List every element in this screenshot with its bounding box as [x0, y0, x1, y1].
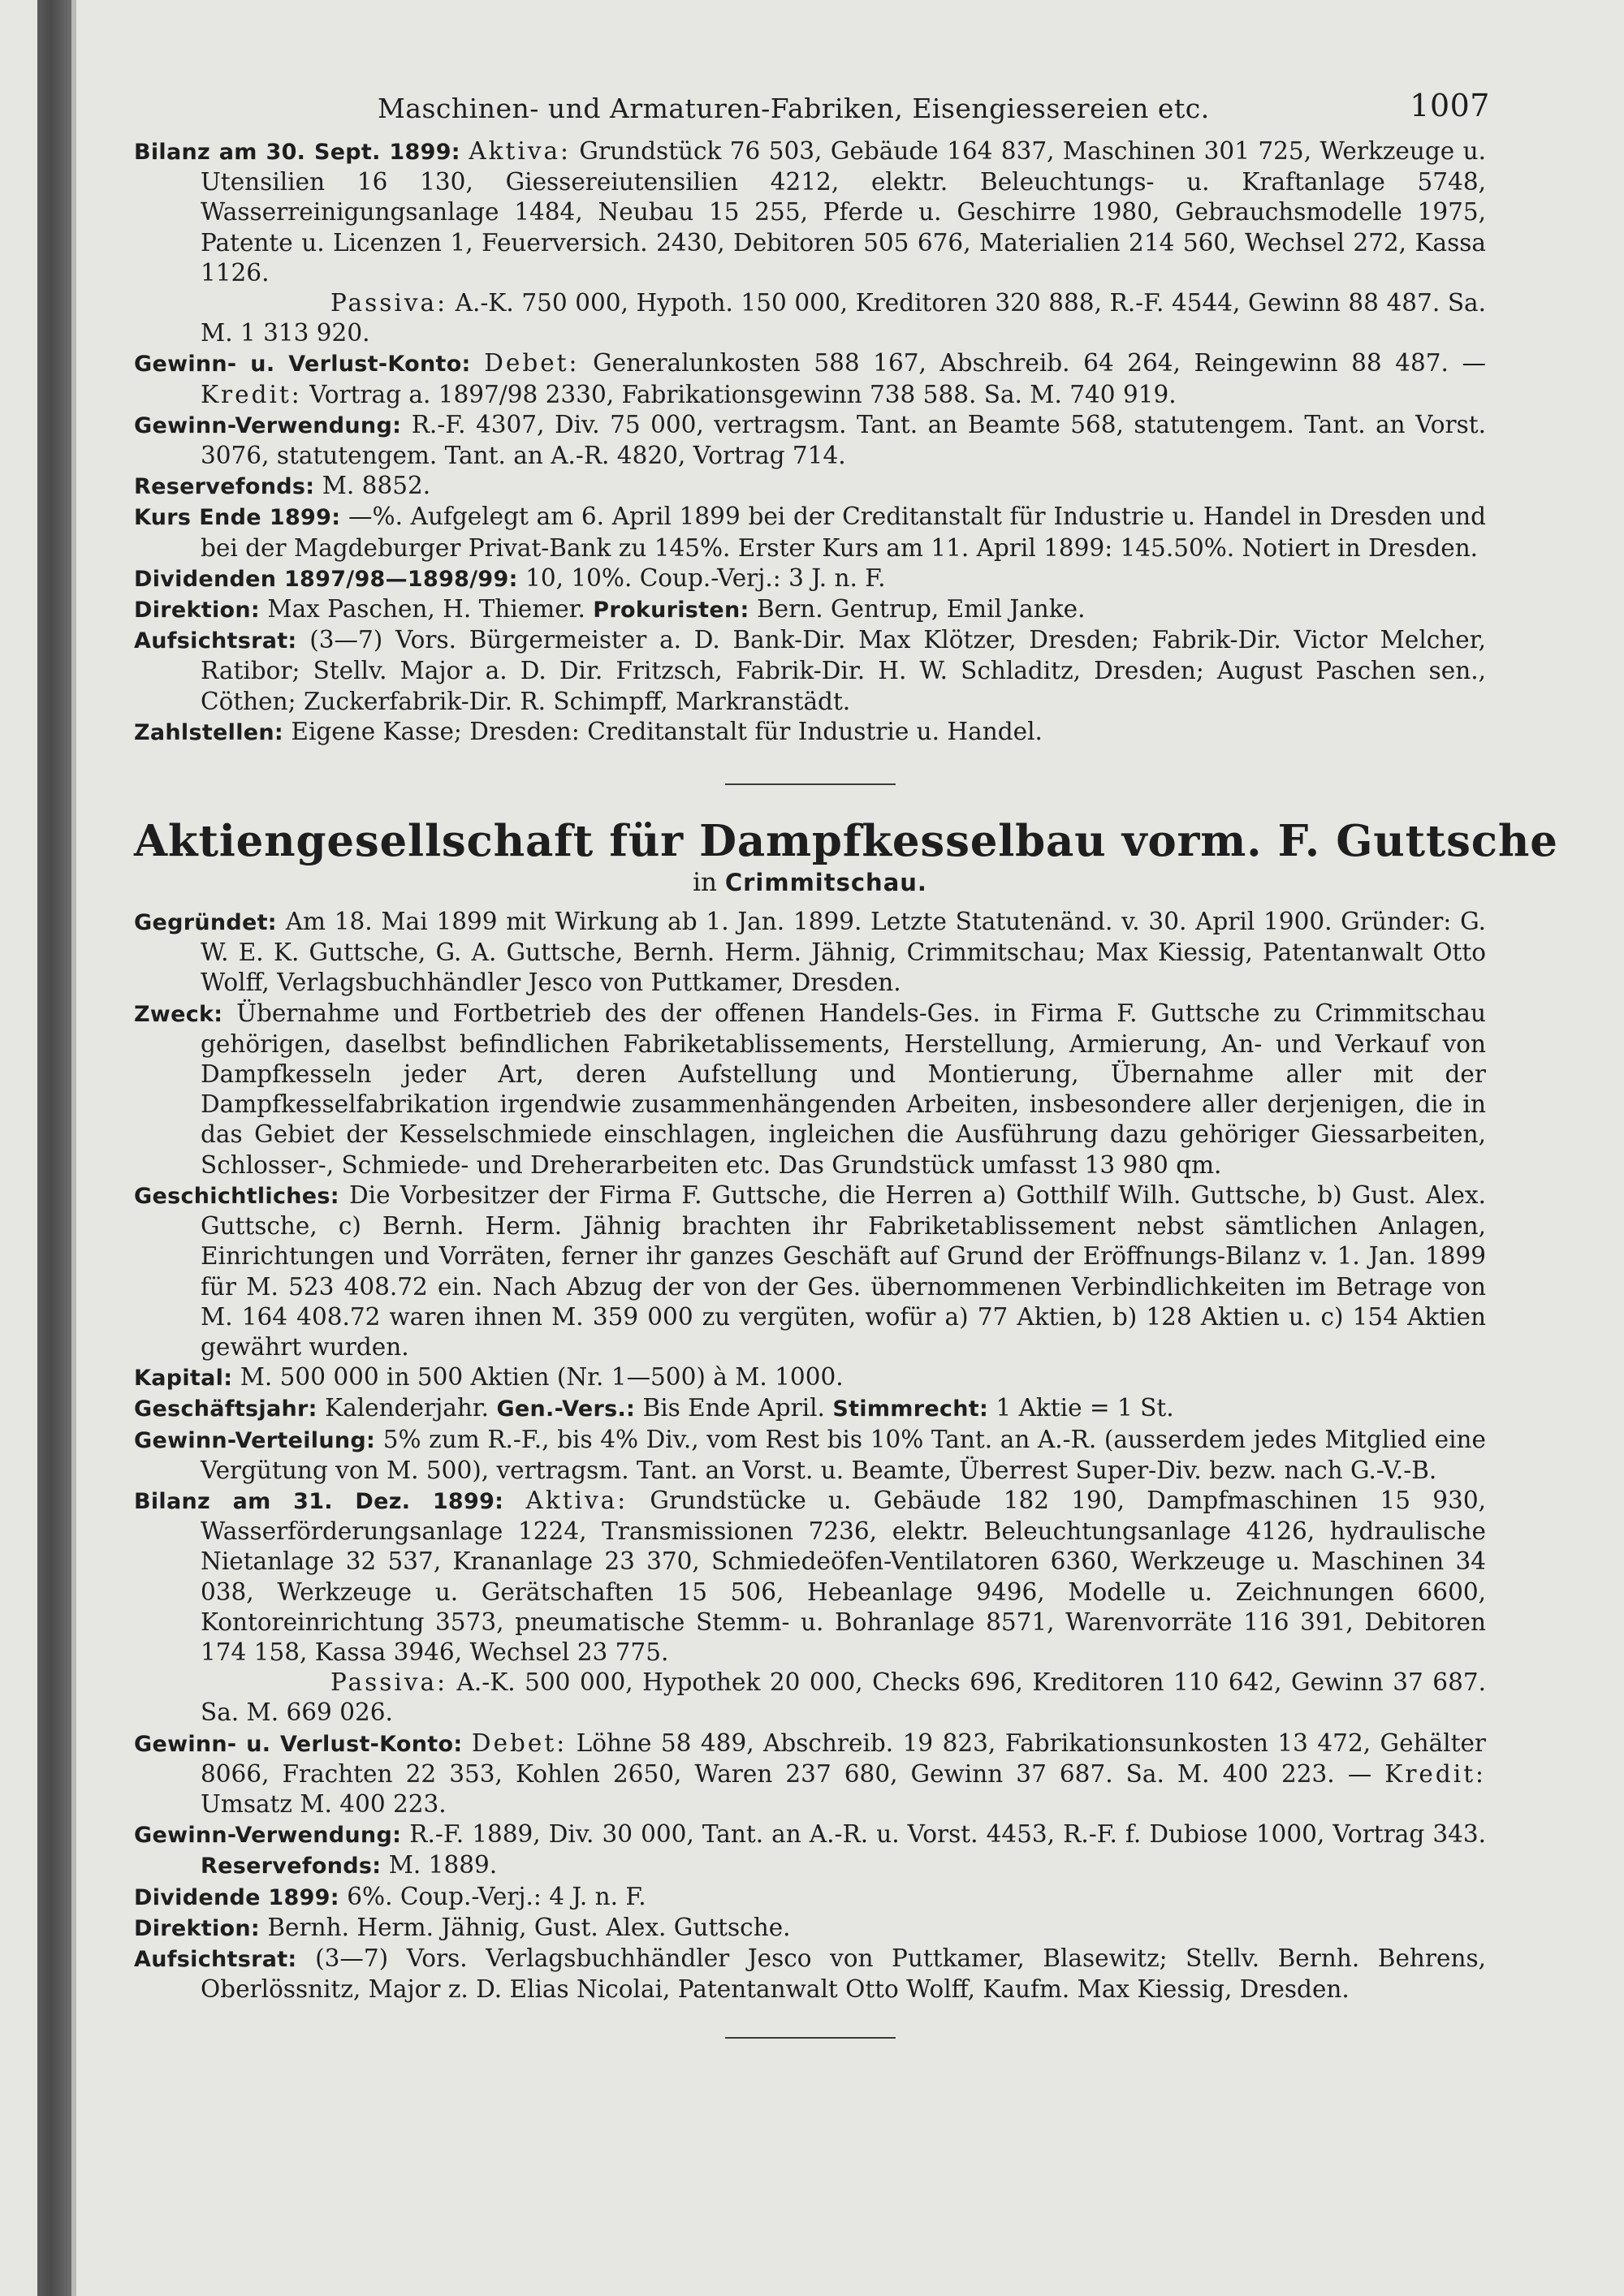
aktiva-text: Grundstück 76 503, Gebäude 164 837, Maschinen 301 725, Werkzeuge u. Utensilien 16 130, Giessereiutensilien 4212, elektr. Beleuchtungs- u. Kraftanlage 5748, Wasserreinigungsanlage 1484, Neubau 15 255, Pferde u. Geschirre 1980, Gebrauchsmodelle 1975, Patente u. Licenzen 1, Feuerversich. 2430, Debitoren 505 676, Materialien 214 560, Wechsel 272, Kassa 1126.: [201, 137, 1486, 287]
prokuristen-text: Bern. Gentrup, Emil Janke.: [756, 595, 1086, 624]
passiva-label: Passiva:: [330, 1668, 448, 1697]
verwendung-text: R.-F. 1889, Div. 30 000, Tant. an A.-R. u. Vorst. 4453, R.-F. f. Dubiose 1000, Vortrag 343.: [409, 1820, 1487, 1849]
kredit-text: Vortrag a. 1897/98 2330, Fabrikationsgewinn 738 588. Sa. M. 740 919.: [309, 380, 1177, 408]
guv-paragraph: [134, 1728, 1486, 1820]
passiva-text: A.-K. 500 000, Hypothek 20 000, Checks 696, Kreditoren 110 642, Gewinn 37 687. Sa. M. 669 026.: [201, 1668, 1486, 1727]
direktion-label: Direktion:: [134, 598, 260, 624]
bilanz-label: Bilanz am 31. Dez. 1899:: [134, 1488, 504, 1514]
kurs-label: Kurs Ende 1899:: [134, 505, 341, 531]
zahlstellen-text: Eigene Kasse; Dresden: Creditanstalt für Industrie u. Handel.: [291, 717, 1043, 745]
guv-paragraph: [134, 348, 1486, 409]
page-content: [134, 88, 1558, 2039]
company-heading: Aktiengesellschaft für Dampfkesselbau vorm. F. Guttsche: [134, 816, 1558, 867]
verwendung-paragraph: [134, 410, 1486, 471]
page-number: 1007: [1410, 88, 1490, 123]
zahlstellen-paragraph: [134, 717, 1486, 748]
kredit-label: Kredit:: [201, 380, 302, 408]
dividende-text: 6%. Coup.-Verj.: 4 J. n. F.: [347, 1882, 646, 1910]
verteilung-paragraph: [134, 1425, 1486, 1486]
reserve-label: Reservefonds:: [134, 474, 315, 500]
kredit-label: Kredit:: [1384, 1759, 1486, 1788]
dividende-paragraph: [134, 1882, 1486, 1913]
debet-label: Debet:: [484, 349, 580, 378]
kurs-paragraph: [134, 502, 1486, 563]
reserve-label: Reservefonds:: [201, 1854, 382, 1880]
entry-previous-company: [134, 136, 1486, 748]
direktion-paragraph: [134, 594, 1486, 625]
geschichte-text: Die Vorbesitzer der Firma F. Guttsche, die Herren a) Gotthilf Wilh. Guttsche, b) Gust. Alex. Guttsche, c) Bernh. Herm. Jähnig brachten ihr Fabriketablissement nebst sämtlichen Anlagen, Einrichtungen und Vorräten, ferner ihr ganzes Geschäft auf Grund der Eröffnungs-Bilanz v. 1. Jan. 1899 für M. 523 408.72 ein. Nach Abzug der von der Ges. übernommenen Verbindlichkeiten im Betrage von M. 164 408.72 waren ihnen M. 359 000 zu vergüten, wofür a) 77 Aktien, b) 128 Aktien u. c) 154 Aktien gewährt wurden.: [201, 1180, 1486, 1361]
reserve-text: M. 1889.: [388, 1851, 498, 1880]
reserve-text: M. 8852.: [322, 472, 431, 500]
dividenden-paragraph: [134, 563, 1486, 594]
gegruendet-text: Am 18. Mai 1899 mit Wirkung ab 1. Jan. 1899. Letzte Statutenänd. v. 30. April 1900. Gründer: G. W. E. K. Guttsche, G. A. Guttsche, Bernh. Herm. Jähnig, Crimmitschau; Max Kiessig, Patentanwalt Otto Wolff, Verlagsbuchhändler Jesco von Puttkamer, Dresden.: [201, 908, 1486, 997]
zahlstellen-label: Zahlstellen:: [134, 719, 284, 745]
zweck-paragraph: [134, 999, 1486, 1180]
direktion-text: Max Paschen, H. Thiemer.: [267, 595, 585, 624]
direktion-label: Direktion:: [134, 1915, 260, 1941]
geschichte-paragraph: [134, 1180, 1486, 1362]
verwendung-label: Gewinn-Verwendung:: [134, 1823, 402, 1849]
aufsichtsrat-paragraph: [134, 625, 1486, 717]
aufsichtsrat-label: Aufsichtsrat:: [134, 628, 297, 654]
dividenden-label: Dividenden 1897/98—1898/99:: [134, 566, 518, 592]
aufsichtsrat-text: (3—7) Vors. Bürgermeister a. D. Bank-Dir. Max Klötzer, Dresden; Fabrik-Dir. Victor Melcher, Ratibor; Stellv. Major a. D. Dir. Fritzsch, Fabrik-Dir. H. W. Schladitz, Dresden; August Paschen sen., Cöthen; Zuckerfabrik-Dir. R. Schimpff, Markranstädt.: [201, 626, 1486, 715]
seat-place: Crimmitschau.: [724, 869, 927, 897]
company-seat: [134, 868, 1486, 897]
seat-prefix: in: [693, 868, 717, 898]
passiva-label: Passiva:: [330, 289, 448, 317]
zweck-text: Übernahme und Fortbetrieb des der offenen Handels-Ges. in Firma F. Guttsche zu Crimmitschau gehörigen, daselbst befindlichen Fabriketablissements, Herstellung, Armierung, An- und Verkauf von Dampfkesseln jeder Art, deren Aufstellung und Montierung, Übernahme aller mit der Dampfkesselfabrikation irgendwie zusammenhängenden Arbeiten, insbesondere aller derjenigen, die in das Gebiet der Kesselschmiede einschlagen, ingleichen die Ausführung dazu gehöriger Giessarbeiten, Schlosser-, Schmiede- und Dreherarbeiten etc. Das Grundstück umfasst 13 980 qm.: [201, 999, 1486, 1179]
bilanz-paragraph: [134, 1486, 1486, 1668]
passiva-paragraph: [134, 288, 1486, 348]
section-divider: [725, 783, 896, 785]
entry-guttsche: [134, 907, 1486, 2005]
gen-vers-label: Gen.-Vers.:: [496, 1396, 636, 1422]
direktion-text: Bernh. Herm. Jähnig, Gust. Alex. Guttsche.: [267, 1913, 791, 1941]
guv-label: Gewinn- u. Verlust-Konto:: [134, 352, 471, 378]
end-divider: [725, 2037, 896, 2039]
aktiva-label: Aktiva:: [469, 137, 571, 165]
passiva-paragraph: [134, 1668, 1486, 1728]
kredit-text: Umsatz M. 400 223.: [201, 1789, 447, 1818]
book-spine-shadow: [37, 0, 71, 2296]
running-head-title: Maschinen- und Armaturen-Fabriken, Eisengiessereien etc.: [378, 93, 1210, 124]
passiva-text: A.-K. 750 000, Hypoth. 150 000, Kreditoren 320 888, R.-F. 4544, Gewinn 88 487. Sa. M. 1 313 920.: [201, 289, 1486, 347]
kurs-text: —%. Aufgelegt am 6. April 1899 bei der Creditanstalt für Industrie u. Handel in Dresden und bei der Magdeburger Privat-Bank zu 145%. Erster Kurs am 11. April 1899: 145.50%. Notiert in Dresden.: [201, 503, 1486, 562]
stimmrecht-text: 1 Aktie = 1 St.: [996, 1394, 1174, 1422]
geschichte-label: Geschichtliches:: [134, 1183, 339, 1209]
verwendung-paragraph: [134, 1819, 1486, 1881]
aktiva-text: Grundstücke u. Gebäude 182 190, Dampfmaschinen 15 930, Wasserförderungsanlage 1224, Transmissionen 7236, elektr. Beleuchtungsanlage 4126, hydraulische Nietanlage 32 537, Krananlage 23 370, Schmiedeöfen-Ventilatoren 6360, Werkzeuge u. Maschinen 34 038, Werkzeuge u. Gerätschaften 15 506, Hebeanlage 9496, Modelle u. Zeichnungen 6600, Kontoreinrichtung 3573, pneumatische Stemm- u. Bohranlage 8571, Warenvorräte 116 391, Debitoren 174 158, Kassa 3946, Wechsel 23 775.: [201, 1486, 1486, 1666]
gen-vers-text: Bis Ende April.: [642, 1394, 825, 1422]
kapital-text: M. 500 000 in 500 Aktien (Nr. 1—500) à M. 1000.: [240, 1363, 844, 1392]
gegruendet-paragraph: [134, 907, 1486, 999]
aufsichtsrat-paragraph: [134, 1944, 1486, 2005]
debet-label: Debet:: [471, 1728, 568, 1757]
verwendung-text: R.-F. 4307, Div. 75 000, vertragsm. Tant. an Beamte 568, statutengem. Tant. an Vorst. 3076, statutengem. Tant. an A.-R. 4820, Vortrag 714.: [201, 410, 1486, 470]
dividende-label: Dividende 1899:: [134, 1884, 339, 1910]
stimmrecht-label: Stimmrecht:: [832, 1396, 989, 1422]
geschaeftsjahr-paragraph: [134, 1393, 1486, 1424]
geschaeftsjahr-label: Geschäftsjahr:: [134, 1396, 317, 1422]
gegruendet-label: Gegründet:: [134, 910, 277, 936]
book-spine-edge: [71, 0, 76, 2296]
verteilung-text: 5% zum R.-F., bis 4% Div., vom Rest bis 10% Tant. an A.-R. (ausserdem jedes Mitglied eine Vergütung von M. 500), vertragsm. Tant. an Vorst. u. Beamte, Überrest Super-Div. bezw. nach G.-V.-B.: [201, 1425, 1486, 1484]
bilanz-label: Bilanz am 30. Sept. 1899:: [134, 140, 460, 165]
dividenden-text: 10, 10%. Coup.-Verj.: 3 J. n. F.: [525, 563, 886, 592]
aktiva-label: Aktiva:: [525, 1486, 628, 1514]
kapital-paragraph: [134, 1362, 1486, 1393]
reserve-paragraph: [134, 471, 1486, 502]
zweck-label: Zweck:: [134, 1001, 223, 1027]
debet-text: Generalunkosten 588 167, Abschreib. 64 264, Reingewinn 88 487. —: [593, 349, 1486, 378]
prokuristen-label: Prokuristen:: [593, 598, 749, 624]
aufsichtsrat-label: Aufsichtsrat:: [134, 1946, 297, 1972]
running-head: [134, 88, 1490, 136]
aufsichtsrat-text: (3—7) Vors. Verlagsbuchhändler Jesco von Puttkamer, Blasewitz; Stellv. Bernh. Behrens, Oberlössnitz, Major z. D. Elias Nicolai, Patentanwalt Otto Wolff, Kaufm. Max Kiessig, Dresden.: [201, 1944, 1486, 2004]
verteilung-label: Gewinn-Verteilung:: [134, 1427, 376, 1453]
debet-text: Löhne 58 489, Abschreib. 19 823, Fabrikationsunkosten 13 472, Gehälter 8066, Frachten 22 353, Kohlen 2650, Waren 237 680, Gewinn 37 687. Sa. M. 400 223. —: [201, 1728, 1487, 1788]
bilanz-paragraph: [134, 136, 1486, 288]
guv-label: Gewinn- u. Verlust-Konto:: [134, 1731, 463, 1757]
kapital-label: Kapital:: [134, 1366, 233, 1392]
direktion-paragraph: [134, 1913, 1486, 1944]
verwendung-label: Gewinn-Verwendung:: [134, 412, 402, 438]
geschaeftsjahr-text: Kalenderjahr.: [325, 1394, 490, 1422]
